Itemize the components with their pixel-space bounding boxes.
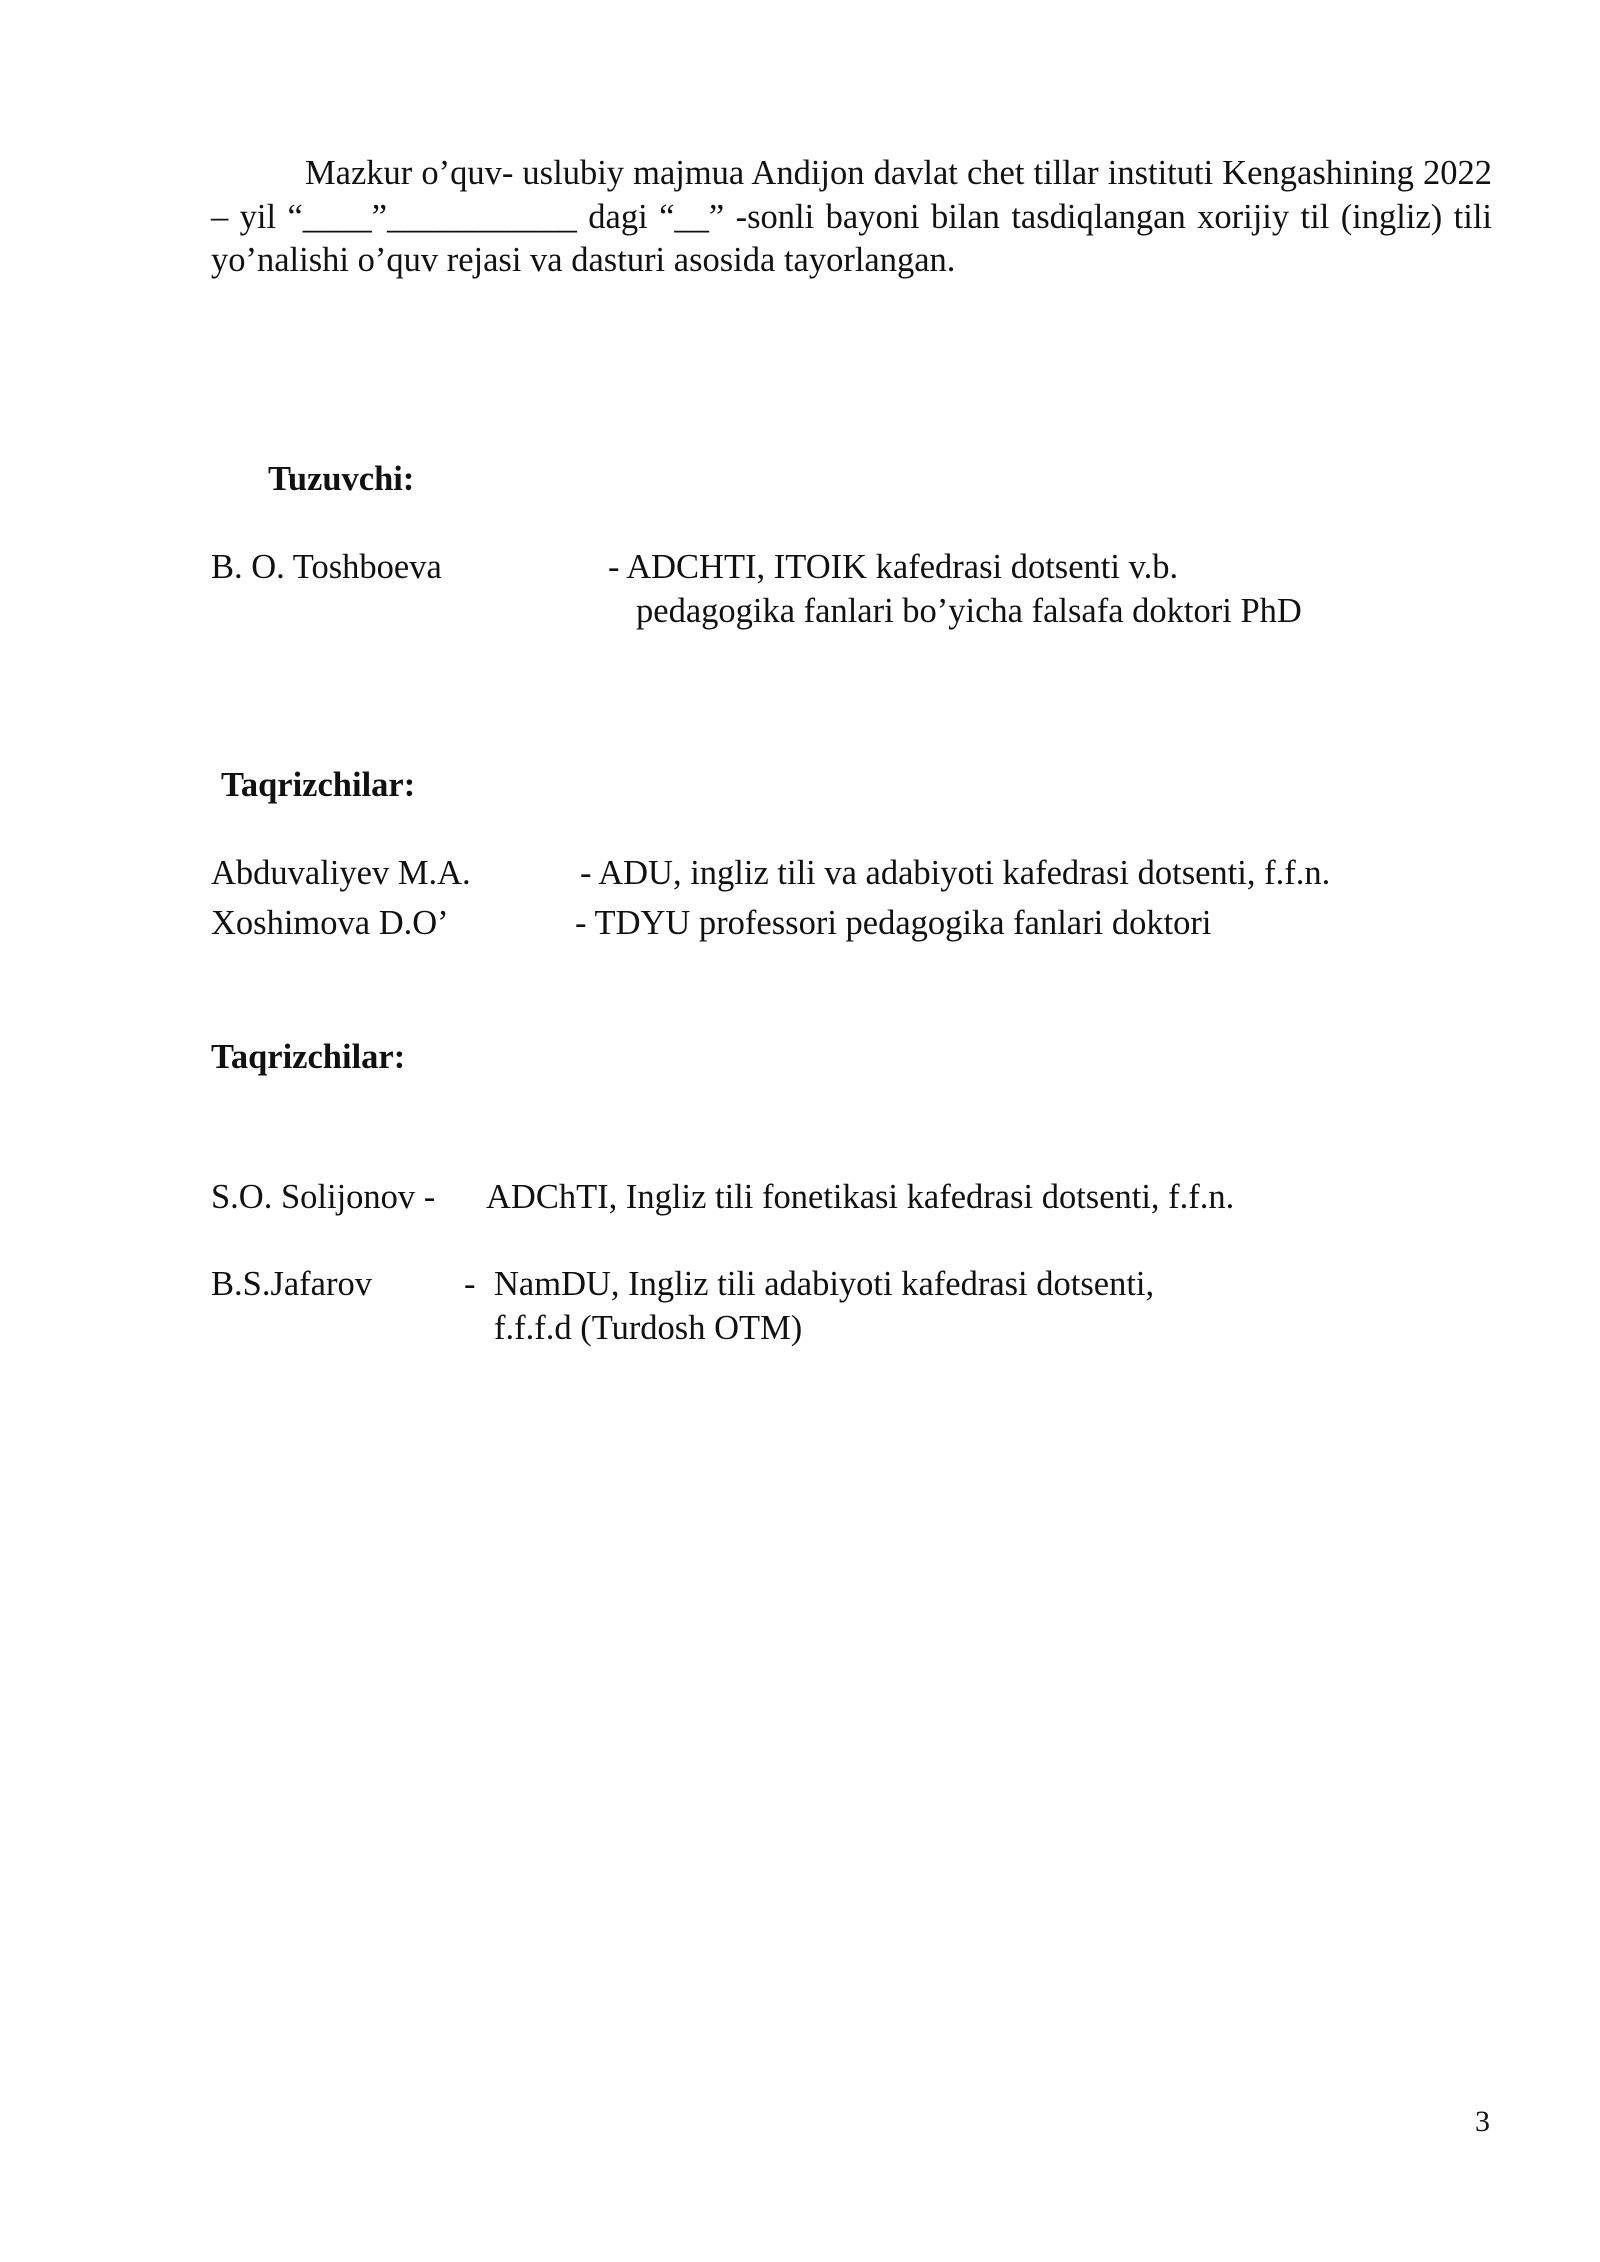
reviewers-heading-2: Taqrizchilar: (211, 1038, 406, 1076)
compiler-description-line1: - ADCHTI, ITOIK kafedrasi dotsenti v.b. (608, 548, 1179, 586)
reviewer-description: - ADU, ingliz tili va adabiyoti kafedrasi dotsenti, f.f.n. (580, 854, 1331, 892)
reviewer-name: S.O. Solijonov - (211, 1178, 436, 1216)
compiler-heading: Tuzuvchi: (268, 460, 415, 498)
reviewer-name: Abduvaliyev M.A. (211, 854, 471, 892)
reviewer-description-line2: f.f.f.d (Turdosh OTM) (494, 1309, 803, 1347)
reviewer-dash: - (464, 1265, 476, 1303)
reviewer-name: B.S.Jafarov (211, 1265, 372, 1303)
reviewer-description: - TDYU professori pedagogika fanlari doktori (575, 904, 1212, 942)
compiler-description-line2: pedagogika fanlari bo’yicha falsafa doktori PhD (636, 592, 1302, 630)
intro-paragraph: Mazkur o’quv- uslubiy majmua Andijon davlat chet tillar instituti Kengashining 2022 – yil “____”___________ dagi “__” -sonli bayoni bilan tasdiqlangan xorijiy til (ingliz) tili yo’nalishi o’quv rejasi va dasturi asosida tayorlangan. (211, 154, 1492, 279)
reviewer-description: ADChTI, Ingliz tili fonetikasi kafedrasi dotsenti, f.f.n. (486, 1178, 1235, 1216)
reviewer-description-line1: NamDU, Ingliz tili adabiyoti kafedrasi dotsenti, (494, 1265, 1155, 1303)
page-number: 3 (1475, 2105, 1490, 2138)
compiler-name: B. O. Toshboeva (211, 548, 442, 586)
reviewers-heading-1: Taqrizchilar: (221, 766, 416, 804)
reviewer-name: Xoshimova D.O’ (211, 904, 449, 942)
